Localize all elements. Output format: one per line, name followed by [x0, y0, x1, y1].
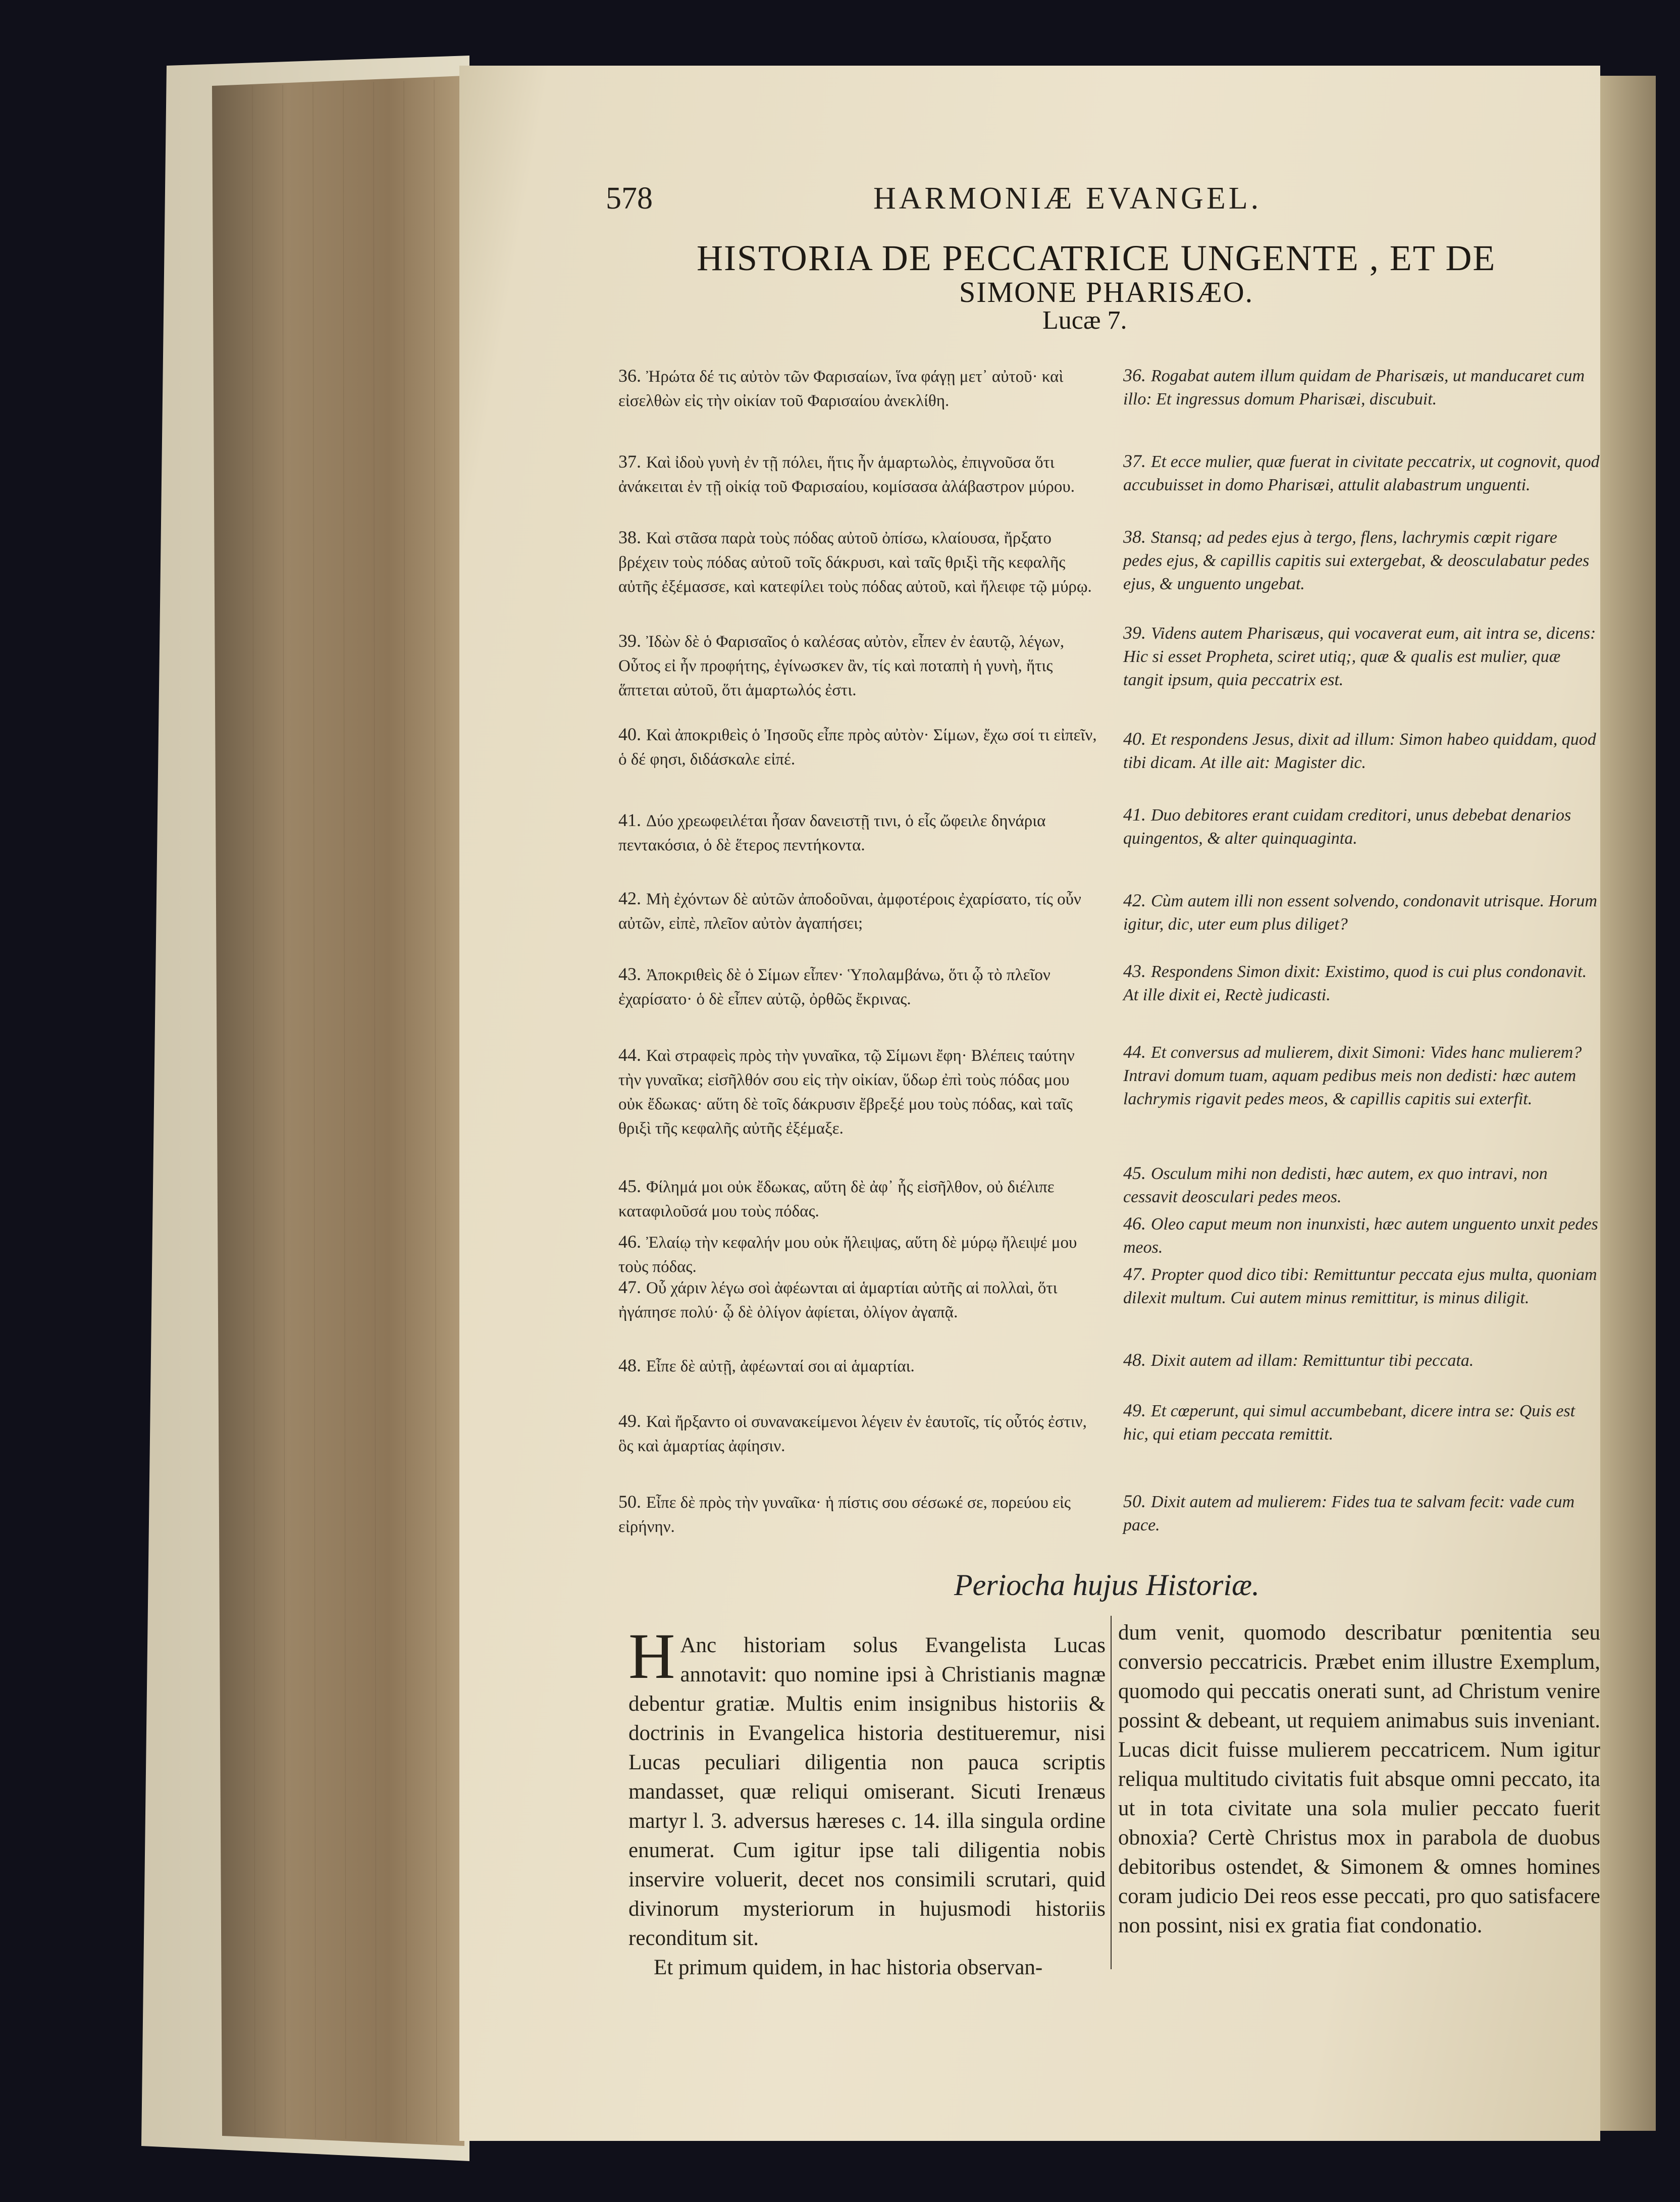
latin-verse: [1123, 727, 1600, 775]
greek-verse-text: Καὶ ἤρξαντο οἱ συνανακείμενοι λέγειν ἐν ἑαυτοῖς, τίς οὗτός ἐστιν, ὃς καὶ ἁμαρτίας ἀφίησιν.: [618, 1413, 1087, 1455]
greek-verse-number: 43.: [618, 964, 641, 984]
greek-verse-text: Ἠρώτα δέ τις αὐτὸν τῶν Φαρισαίων, ἵνα φάγῃ μετ᾽ αὐτοῦ· καὶ εἰσελθὼν εἰς τὴν οἰκίαν τοῦ Φαρισαίου ἀνεκλίθη.: [618, 368, 1064, 410]
latin-verse-number: 38.: [1123, 527, 1146, 547]
latin-verse: [1123, 1348, 1600, 1372]
page-number: 578: [606, 181, 653, 216]
latin-verse: [1123, 1040, 1600, 1111]
greek-verse-number: 46.: [618, 1232, 641, 1252]
greek-verse: [618, 1490, 1098, 1539]
greek-verse-text: Καὶ στραφεὶς πρὸς τὴν γυναῖκα, τῷ Σίμωνι ἔφη· Βλέπεις ταύτην τὴν γυναῖκα; εἰσῆλθόν σου εἰς τὴν οἰκίαν, ὕδωρ ἐπὶ τοὺς πόδας μου οὐκ ἔδωκας· αὕτη δὲ τοῖς δάκρυσιν ἔβρεξέ μου τοὺς πόδας, καὶ ταῖς θριξὶ τῆς κεφαλῆς αὐτῆς ἐξέμαξε.: [618, 1047, 1075, 1138]
greek-verse-number: 44.: [618, 1045, 641, 1065]
latin-verse-number: 45.: [1123, 1163, 1146, 1183]
latin-verse: [1123, 525, 1600, 596]
section-title-line-1: HISTORIA DE PECCATRICE UNGENTE , ET DE: [697, 238, 1496, 278]
greek-verse-text: Ἰδὼν δὲ ὁ Φαρισαῖος ὁ καλέσας αὐτὸν, εἶπεν ἐν ἑαυτῷ, λέγων, Οὗτος εἰ ἦν προφήτης, ἐγίνωσκεν ἂν, τίς καὶ ποταπὴ ἡ γυνὴ, ἥτις ἅπτεται αὐτοῦ, ὅτι ἁμαρτωλός ἐστι.: [618, 633, 1065, 699]
greek-verse-text: Καὶ ἰδοὺ γυνὴ ἐν τῇ πόλει, ἥτις ἦν ἁμαρτωλὸς, ἐπιγνοῦσα ὅτι ἀνάκειται ἐν τῇ οἰκίᾳ τοῦ Φαρισαίου, κομίσασα ἀλάβαστρον μύρου.: [618, 453, 1075, 496]
latin-verse-text: Respondens Simon dixit: Existimo, quod is cui plus condonavit. At ille dixit ei, Rectè judicasti.: [1123, 962, 1587, 1004]
latin-verse: [1123, 364, 1600, 411]
latin-verse-number: 47.: [1123, 1264, 1146, 1284]
latin-verse-text: Dixit autem ad mulierem: Fides tua te salvam fecit: vade cum pace.: [1123, 1493, 1575, 1534]
running-title: HARMONIÆ EVANGEL.: [873, 181, 1262, 216]
latin-verse-number: 41.: [1123, 804, 1146, 825]
latin-verse-text: Oleo caput meum non inunxisti, hæc autem unguento unxit pedes meos.: [1123, 1215, 1598, 1257]
latin-verse-text: Et cœperunt, qui simul accumbebant, dicere intra se: Quis est hic, qui etiam peccata remittit.: [1123, 1402, 1576, 1444]
greek-verse-text: Ἀποκριθεὶς δὲ ὁ Σίμων εἶπεν· Ὑπολαμβάνω, ὅτι ᾧ τὸ πλεῖον ἐχαρίσατο· ὁ δὲ εἶπεν αὐτῷ, ὀρθῶς ἔκρινας.: [618, 966, 1051, 1008]
greek-verse: [618, 808, 1098, 857]
greek-verse: [618, 1174, 1098, 1223]
commentary-right-text: dum venit, quomodo describatur pœnitentia seu conversio peccatricis. Præbet enim illustre Exemplum, quomodo qui peccatis onerati sunt, ad Christum venire possint & debeant, ut requiem animabus suis inveniant. Lucas dicit fuisse mulierem peccatricem. Num igitur reliqua multitudo civitatis fuit absque omni peccato, ita ut in tota civitate una sola mulier peccato fuerit obnoxia? Certè Christus mox in parabola de duobus debitoribus ostendet, & Simonem & omnes homines coram judicio Dei reos esse peccati, pro quo satisfacere non possint, nisi ex gratia fiat condonatio.: [1118, 1621, 1600, 1937]
latin-verse-text: Cùm autem illi non essent solvendo, condonavit utrisque. Horum igitur, dic, uter eum plus diliget?: [1123, 892, 1597, 934]
latin-verse-number: 48.: [1123, 1350, 1146, 1370]
periocha-heading: Periocha hujus Historiæ.: [954, 1568, 1260, 1602]
latin-verse-number: 40.: [1123, 729, 1146, 749]
latin-verse: [1123, 1490, 1600, 1537]
greek-verse: [618, 1409, 1098, 1458]
greek-verse-text: Καὶ στᾶσα παρὰ τοὺς πόδας αὐτοῦ ὀπίσω, κλαίουσα, ἤρξατο βρέχειν τοὺς πόδας αὐτοῦ τοῖς δάκρυσι, καὶ ταῖς θριξὶ τῆς κεφαλῆς αὐτῆς ἐξέμασσε, καὶ κατεφίλει τοὺς πόδας αὐτοῦ, καὶ ἤλειφε τῷ μύρῳ.: [618, 529, 1092, 596]
greek-verse: [618, 1275, 1098, 1324]
section-title-line-2: SIMONE PHARISÆO.: [959, 276, 1254, 309]
latin-verse: [1123, 621, 1600, 692]
greek-verse-number: 38.: [618, 527, 641, 547]
latin-verse-text: Osculum mihi non dedisti, hæc autem, ex quo intravi, non cessavit deosculari pedes meos.: [1123, 1164, 1548, 1206]
greek-verse: [618, 722, 1098, 772]
greek-verse-number: 41.: [618, 810, 641, 830]
commentary-left-column: [628, 1620, 1106, 1982]
latin-verse-text: Rogabat autem illum quidam de Pharisæis, ut manducaret cum illo: Et ingressus domum Pharisæi, discubuit.: [1123, 367, 1585, 408]
latin-verse: [1123, 1262, 1600, 1310]
latin-verse-number: 36.: [1123, 365, 1146, 385]
latin-verse-text: Duo debitores erant cuidam creditori, unus debebat denarios quingentos, & alter quinquaginta.: [1123, 806, 1571, 848]
greek-verse: [618, 449, 1098, 499]
latin-verse: [1123, 1399, 1600, 1446]
greek-verse-text: Εἶπε δὲ αὐτῇ, ἀφέωνταί σοι αἱ ἁμαρτίαι.: [646, 1357, 915, 1375]
greek-verse-number: 50.: [618, 1492, 641, 1512]
greek-verse-number: 42.: [618, 888, 641, 908]
latin-verse-number: 42.: [1123, 890, 1146, 910]
greek-verse-number: 39.: [618, 631, 641, 651]
greek-verse-text: Εἶπε δὲ πρὸς τὴν γυναῖκα· ἡ πίστις σου σέσωκέ σε, πορεύου εἰς εἰρήνην.: [618, 1494, 1071, 1536]
greek-verse-text: Φίλημά μοι οὐκ ἔδωκας, αὕτη δὲ ἀφ᾽ ἧς εἰσῆλθον, οὐ διέλιπε καταφιλοῦσά μου τοὺς πόδας.: [618, 1178, 1055, 1220]
greek-verse: [618, 886, 1098, 936]
latin-verse-number: 49.: [1123, 1400, 1146, 1420]
drop-cap: H: [628, 1620, 675, 1692]
section-reference: Lucæ 7.: [1042, 306, 1127, 335]
greek-verse: [618, 629, 1098, 702]
latin-verse: [1123, 959, 1600, 1007]
latin-verse-number: 44.: [1123, 1042, 1146, 1062]
latin-verse: [1123, 1161, 1600, 1209]
latin-verse-text: Videns autem Pharisæus, qui vocaverat eum, ait intra se, dicens: Hic si esset Propheta, sciret utiq;, quæ & qualis est mulier, quæ tangit ipsum, quia peccatrix est.: [1123, 624, 1596, 689]
right-page-edge: [1600, 76, 1656, 2131]
latin-verse-text: Et conversus ad mulierem, dixit Simoni: Vides hanc mulierem? Intravi domum tuam, aquam pedibus meis non dedisti: hæc autem lachrymis rigavit pedes meos, & capillis capitis sui exterfit.: [1123, 1043, 1582, 1108]
latin-verse-text: Dixit autem ad illam: Remittuntur tibi peccata.: [1151, 1351, 1474, 1370]
greek-verse-number: 40.: [618, 724, 641, 744]
greek-verse: [618, 1043, 1098, 1141]
page-edges: [212, 76, 464, 2146]
greek-verse-number: 45.: [618, 1176, 641, 1196]
greek-verse-number: 49.: [618, 1411, 641, 1431]
commentary-left-last-line: Et primum quidem, in hac historia observan-: [654, 1956, 1043, 1979]
greek-verse-number: 36.: [618, 366, 641, 386]
greek-verse: [618, 525, 1098, 599]
latin-verse-number: 46.: [1123, 1213, 1146, 1234]
greek-verse-text: Οὗ χάριν λέγω σοὶ ἀφέωνται αἱ ἁμαρτίαι αὐτῆς αἱ πολλαὶ, ὅτι ἠγάπησε πολύ· ᾧ δὲ ὀλίγον ἀφίεται, ὀλίγον ἀγαπᾷ.: [618, 1279, 1058, 1321]
latin-verse: [1123, 1212, 1600, 1259]
column-divider: [1111, 1616, 1112, 1969]
latin-verse-text: Stansq; ad pedes ejus à tergo, flens, lachrymis cœpit rigare pedes ejus, & capillis capitis sui extergebat, & deosculabatur pedes ejus, & unguento ungebat.: [1123, 528, 1590, 593]
greek-verse-number: 48.: [618, 1355, 641, 1375]
greek-verse: [618, 364, 1098, 413]
greek-verse-number: 37.: [618, 451, 641, 472]
latin-verse: [1123, 889, 1600, 936]
latin-verse-text: Et respondens Jesus, dixit ad illum: Simon habeo quiddam, quod tibi dicam. At ille ait: Magister dic.: [1123, 730, 1596, 772]
latin-verse-number: 50.: [1123, 1491, 1146, 1511]
latin-verse: [1123, 449, 1600, 497]
latin-verse-number: 43.: [1123, 961, 1146, 981]
greek-verse: [618, 1353, 1098, 1378]
greek-verse: [618, 1230, 1098, 1279]
latin-verse: [1123, 803, 1600, 850]
greek-verse-text: Καὶ ἀποκριθεὶς ὁ Ἰησοῦς εἶπε πρὸς αὐτὸν· Σίμων, ἔχω σοί τι εἰπεῖν, ὁ δέ φησι, διδάσκαλε εἰπέ.: [618, 726, 1097, 769]
commentary-right-column: [1118, 1618, 1600, 1940]
latin-verse-text: Et ecce mulier, quæ fuerat in civitate peccatrix, ut cognovit, quod accubuisset in domo Pharisæi, attulit alabastrum unguenti.: [1123, 452, 1600, 494]
greek-verse-text: Μὴ ἐχόντων δὲ αὐτῶν ἀποδοῦναι, ἀμφοτέροις ἐχαρίσατο, τίς οὖν αὐτῶν, εἰπὲ, πλεῖον αὐτὸν ἀγαπήσει;: [618, 890, 1081, 933]
greek-verse-text: Δύο χρεωφειλέται ἦσαν δανειστῇ τινι, ὁ εἷς ὤφειλε δηνάρια πεντακόσια, ὁ δὲ ἕτερος πεντήκοντα.: [618, 812, 1046, 854]
latin-verse-number: 37.: [1123, 451, 1146, 471]
latin-verse-number: 39.: [1123, 623, 1146, 643]
greek-verse: [618, 962, 1098, 1011]
greek-verse-number: 47.: [618, 1277, 641, 1297]
latin-verse-text: Propter quod dico tibi: Remittuntur peccata ejus multa, quoniam dilexit multum. Cui autem minus remittitur, is minus diligit.: [1123, 1265, 1597, 1307]
greek-verse-text: Ἐλαίῳ τὴν κεφαλήν μου οὐκ ἤλειψας, αὕτη δὲ μύρῳ ἤλειψέ μου τοὺς πόδας.: [618, 1234, 1077, 1276]
commentary-left-text: Anc historiam solus Evangelista Lucas annotavit: quo nomine ipsi à Christianis magnæ debentur gratiæ. Multis enim insignibus historiis & doctrinis in Evangelica historia destitueremur, nisi Lucas peculiari diligentia non pauca scriptis mandasset, quæ reliqui omiserant. Sicuti Irenæus martyr l. 3. adversus hæreses c. 14. illa singula ordine enumerat. Cum igitur ipse tali diligentia nobis inservire voluerit, decet nos consimili scrutari, quid divinorum mysteriorum in hujusmodi historiis reconditum sit.: [628, 1633, 1106, 1950]
